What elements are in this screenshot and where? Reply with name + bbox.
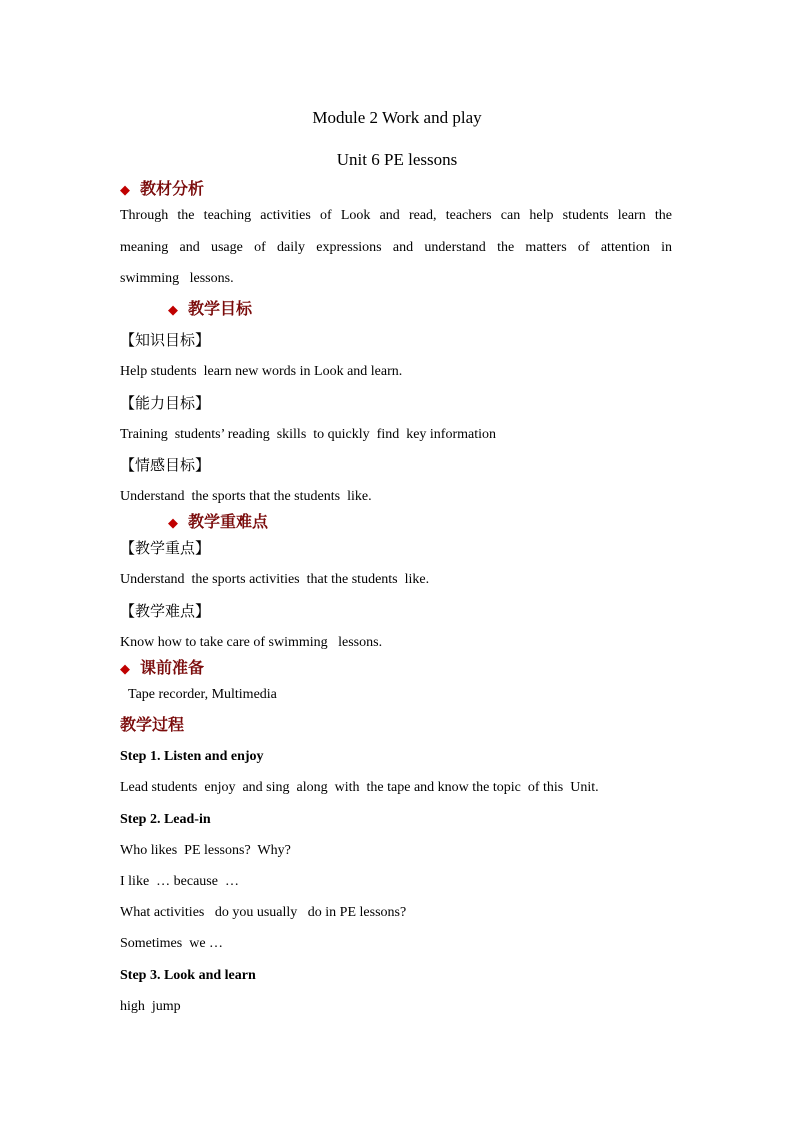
unit-title: Unit 6 PE lessons: [336, 150, 458, 169]
diamond-bullet-icon: ◆: [168, 516, 178, 531]
diamond-bullet-icon: ◆: [120, 183, 130, 198]
section-heading-objectives: [168, 299, 252, 321]
emotion-goal-text: Understand the sports that the students like.: [120, 489, 372, 504]
step-2-question-1: Who likes PE lessons? Why?: [120, 843, 291, 858]
step-2-title: Step 2. Lead-in: [120, 812, 211, 827]
section-heading-preparation: [120, 658, 204, 680]
objectives-heading-text: 教学目标: [188, 299, 253, 318]
preparation-text: Tape recorder, Multimedia: [128, 687, 277, 702]
section-heading-analysis: [120, 179, 204, 201]
key-points-heading-text: 教学重难点: [188, 512, 269, 531]
teaching-focus-text: Understand the sports activities that the students like.: [120, 572, 430, 587]
module-title: Module 2 Work and play: [312, 108, 482, 127]
step-2-question-2: What activities do you usually do in PE lessons?: [120, 905, 407, 920]
step-1-title: Step 1. Listen and enjoy: [120, 749, 264, 764]
step-1-text: Lead students enjoy and sing along with the tape and know the topic of this Unit.: [120, 780, 599, 795]
section-heading-key-points: [168, 512, 268, 534]
knowledge-goal-text: Help students learn new words in Look and learn.: [120, 364, 403, 379]
preparation-heading-text: 课前准备: [140, 658, 205, 677]
teaching-difficulty-label: 【教学难点】: [120, 602, 211, 620]
step-2-answer-2: Sometimes we …: [120, 936, 224, 951]
knowledge-goal-label: 【知识目标】: [120, 331, 211, 349]
analysis-line-1: Through the teaching activities of Look and read, teachers can help students learn the: [120, 208, 672, 223]
teaching-difficulty-text: Know how to take care of swimming lessons.: [120, 635, 383, 650]
step-3-text: high jump: [120, 999, 181, 1014]
step-3-title: Step 3. Look and learn: [120, 968, 256, 983]
analysis-paragraph: [120, 207, 672, 286]
diamond-bullet-icon: ◆: [168, 303, 178, 318]
diamond-bullet-icon: ◆: [120, 662, 130, 677]
teaching-focus-label: 【教学重点】: [120, 539, 211, 557]
section-heading-process: 教学过程: [120, 715, 185, 734]
analysis-heading-text: 教材分析: [140, 179, 205, 198]
emotion-goal-label: 【情感目标】: [120, 456, 211, 474]
ability-goal-label: 【能力目标】: [120, 394, 211, 412]
analysis-line-2: meaning and usage of daily expressions and understand the matters of attention in: [120, 240, 672, 255]
analysis-line-3: swimming lessons.: [120, 271, 234, 286]
ability-goal-text: Training students’ reading skills to quickly find key information: [120, 427, 497, 442]
step-2-answer-1: I like … because …: [120, 874, 239, 889]
